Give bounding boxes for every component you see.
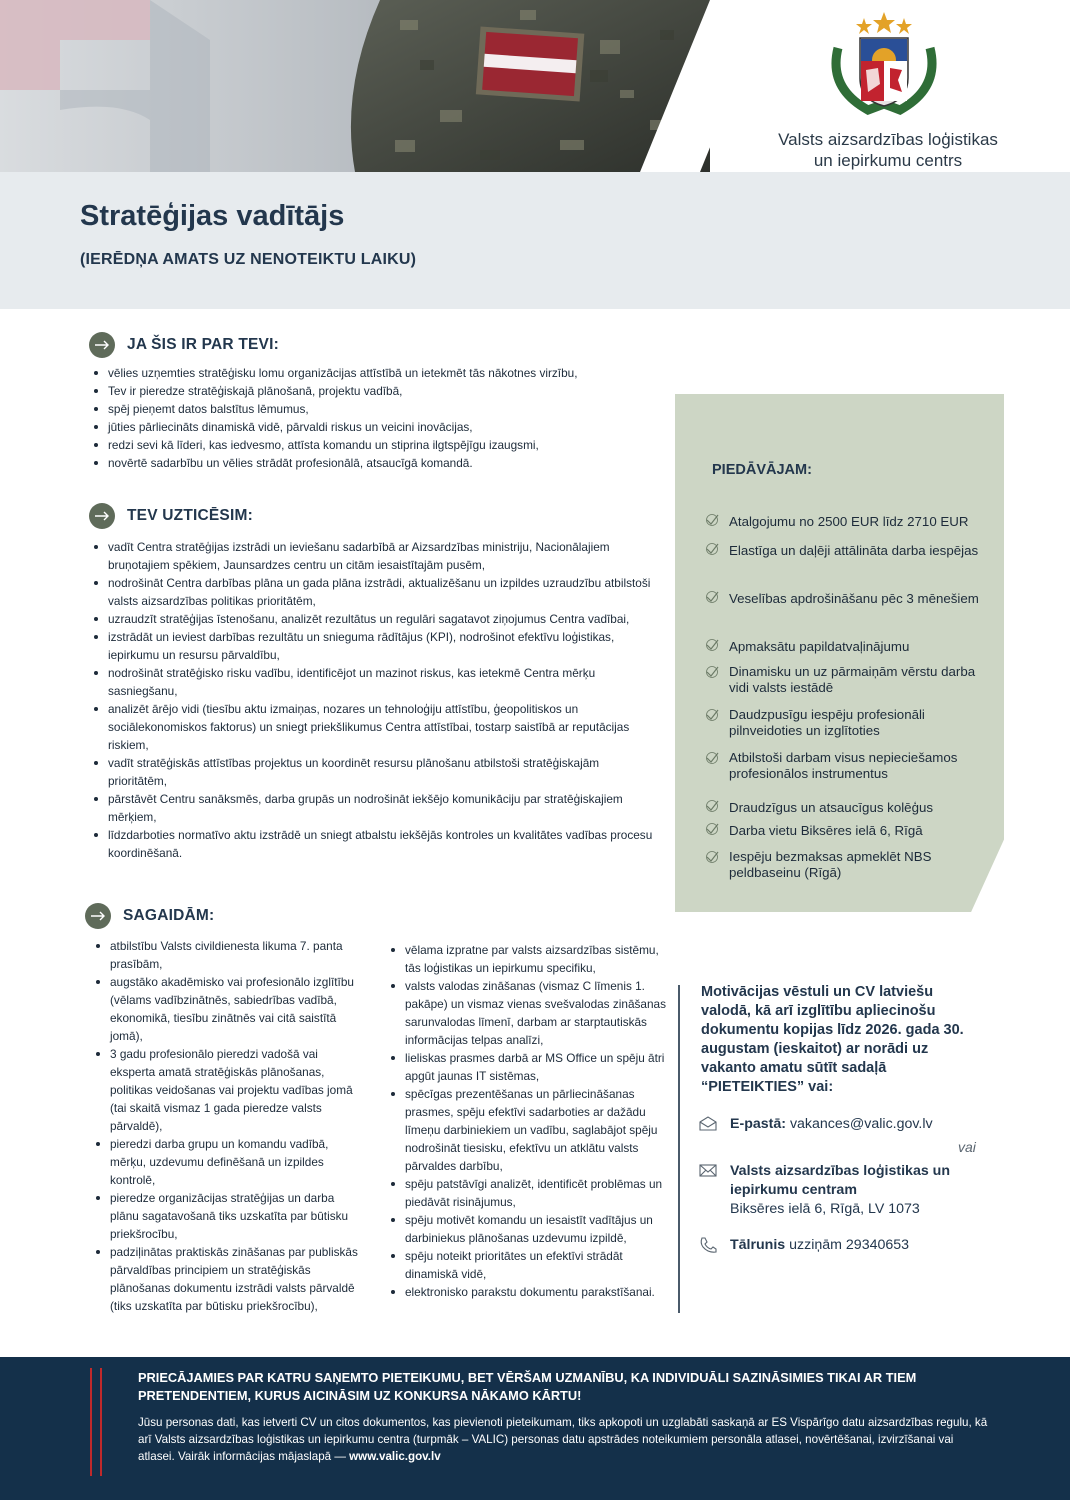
list-item: Tev ir pieredze stratēģiskajā plānošanā, projektu vadībā,: [94, 382, 674, 400]
offer-item-text: Veselības apdrošināšanu pēc 3 mēnešiem: [729, 591, 979, 606]
offer-item: [705, 589, 985, 610]
list-item: spēj pieņemt datos balstītus lēmumus,: [94, 400, 674, 418]
list-item: vadīt Centra stratēģijas izstrādi un ieviešanu sadarbībā ar Aizsardzības ministriju, Nacionālajiem bruņotajiem spēkiem, Jaunsardzes centru un citām iesaistītajām pusēm,: [94, 538, 659, 574]
list-item: līdzdarboties normatīvo aktu izstrādē un sniegt atbalstu iekšējās kontroles un kvalitātes vadības procesu koordinēšanā.: [94, 826, 659, 862]
offer-item-text: Elastīga un daļēji attālināta darba iespējas: [729, 543, 979, 558]
offer-item: [705, 798, 985, 819]
privacy-text: Jūsu personas dati, kas ietverti CV un citos dokumentos, kas pievienoti pieteikumam, tiks apkopoti un uzglabāti saskaņā ar ES Vispārīgo datu aizsardzības regulu, kā arī Valsts aizsardzības loģistikas un iepirkumu centra (turpmāk – VALIC) personas datu apstrādes noteikumiem personāla atlasei, novērtēšanai, izvirzīšanai vai atlasei. Vairāk informācijas mājaslapā —: [138, 1416, 988, 1463]
list-item: spēju noteikt prioritātes un efektīvi strādāt dinamiskā vidē,: [391, 1247, 667, 1283]
offer-item-text: Atalgojumu no 2500 EUR līdz 2710 EUR: [729, 514, 969, 529]
list-item: elektronisko parakstu dokumentu parakstīšanai.: [391, 1283, 667, 1301]
requirements-list-col1: [96, 937, 362, 1315]
page-subtitle: (IERĒDŅA AMATS UZ NENOTEIKTU LAIKU): [80, 251, 417, 268]
offer-item-text: Iespēju bezmaksas apmeklēt NBS peldbaseinu (Rīgā): [729, 849, 932, 880]
list-item: pārstāvēt Centru sanāksmēs, darba grupās un nodrošināt iekšējo komunikāciju par stratēģiskajiem mērķiem,: [94, 790, 659, 826]
phone-text: [730, 1236, 909, 1260]
offer-item-text: Draudzīgus un atsaucīgus kolēģus: [729, 800, 934, 815]
check-icon: [705, 513, 719, 533]
arrow-right-icon: [89, 332, 115, 358]
post-address: Biksēres ielā 6, Rīgā, LV 1073: [730, 1201, 920, 1217]
list-item: 3 gadu profesionālo pieredzi vadošā vai eksperta amatā stratēģiskās plānošanas, politikas veidošanas vai projektu vadības jomā (tai skaitā vismaz 1 gada pieredze valsts pārvaldē),: [96, 1045, 362, 1135]
requirements-list-col2: [391, 941, 667, 1301]
contact-divider: [678, 985, 680, 1313]
list-item: pieredzi darba grupu un komandu vadībā, mērķu, uzdevumu definēšanā un izpildes kontrolē,: [96, 1135, 362, 1189]
list-item: nodrošināt stratēģisko risku vadību, identificējot un mazinot riskus, kas ietekmē Centra mērķu sasniegšanu,: [94, 664, 659, 700]
check-icon: [705, 590, 719, 610]
envelope-icon: [698, 1162, 718, 1219]
list-item: novērtē sadarbību un vēlies strādāt profesionālā, atsaucīgā komandā.: [94, 454, 674, 472]
about-list: [94, 364, 674, 472]
offer-item: [705, 821, 985, 842]
section-heading-requirements: [85, 903, 214, 929]
list-item: valsts valodas zināšanas (vismaz C līmenis 1. pakāpe) un vismaz vienas svešvalodas zināšanas sarunvalodas līmenī, darbam ar starptautiskās informācijas telpas analīzi,: [391, 977, 667, 1049]
list-item: pieredze organizācijas stratēģijas un darba plānu sagatavošanā tiks uzskatīta par būtisku priekšrocību,: [96, 1189, 362, 1243]
organization-name: [756, 129, 1020, 171]
check-icon: [705, 850, 719, 881]
offer-item: [705, 750, 985, 782]
list-item: spēju motivēt komandu un iesaistīt vadītājus un darbiniekus plānošanas uzdevumu izpildē,: [391, 1211, 667, 1247]
phone-number[interactable]: uzziņām 29340653: [789, 1237, 910, 1253]
list-item: izstrādāt un ieviest darbības rezultātu un snieguma rādītājus (KPI), nodrošinot efektīvu loģistikas, iepirkumu un resursu pārvaldību,: [94, 628, 659, 664]
offer-item-text: Atbilstoši darbam visus nepieciešamos profesionālos instrumentus: [729, 750, 958, 781]
list-item: nodrošināt Centra darbības plāna un gada plāna izstrādi, aktualizēšanu un izpildes uzraudzību atbilstoši valsts aizsardzības politikas prioritātēm,: [94, 574, 659, 610]
list-item: spēcīgas prezentēšanas un pārliecināšanas prasmes, spēju efektīvi sadarboties ar dažādu līmeņu darbiniekiem un vadību, saglabājot spēju nodrošināt tiesisku, efektīvu un atklātu valsts pārvaldes darbību,: [391, 1085, 667, 1175]
phone-label: Tālrunis: [730, 1237, 786, 1253]
list-item: spēju patstāvīgi analizēt, identificēt problēmas un piedāvāt risinājumus,: [391, 1175, 667, 1211]
offer-item-text: Darba vietu Biksēres ielā 6, Rīgā: [729, 823, 923, 838]
phone-icon: [698, 1236, 718, 1260]
section-title: SAGAIDĀM:: [123, 907, 215, 924]
post-text: [730, 1162, 988, 1219]
check-icon: [705, 638, 719, 658]
check-icon: [705, 708, 719, 739]
contact-post-row: [698, 1162, 988, 1219]
list-item: vēlama izpratne par valsts aizsardzības sistēmu, tās loģistikas un iepirkumu specifiku,: [391, 941, 667, 977]
org-name-line-2: un iepirkumu centrs: [813, 151, 963, 170]
offer-item-text: Daudzpusīgu iespēju profesionāli pilnveidoties un izglītoties: [729, 707, 925, 738]
offer-item-text: Apmaksātu papildatvaļinājumu: [729, 639, 910, 654]
offer-item: [705, 849, 985, 881]
list-item: augstāko akadēmisko vai profesionālo izglītību (vēlams vadībzinātnēs, sabiedrības vadībā, ekonomikā, tiesību zinātnēs vai citā saistītā jomā),: [96, 973, 362, 1045]
section-heading-duties: [89, 503, 253, 529]
footer-accent-line: [90, 1368, 92, 1476]
page-title: Stratēģijas vadītājs: [80, 200, 345, 232]
section-heading-about: [89, 332, 279, 358]
check-icon: [705, 665, 719, 696]
list-item: analizēt ārējo vidi (tiesību aktu izmaiņas, nozares un tehnoloģiju attīstību, ģeopolitiskos un sociālekonomiskos faktorus) un sniegt priekšlikumus Centra attīstībai, tostarp saistībā ar reputācijas riskiem,: [94, 700, 659, 754]
post-recipient: Valsts aizsardzības loģistikas un iepirkumu centram: [730, 1163, 950, 1198]
list-item: jūties pārliecināts dinamiskā vidē, pārvaldi riskus un veicini inovācijas,: [94, 418, 674, 436]
contact-email-row: [698, 1115, 933, 1137]
email-label: E-pastā:: [730, 1116, 786, 1132]
org-name-line-1: Valsts aizsardzības loģistikas: [778, 130, 998, 149]
list-item: uzraudzīt stratēģijas īstenošanu, analizēt rezultātus un regulāri sagatavot ziņojumus Centra vadībai,: [94, 610, 659, 628]
offer-item-text: Dinamisku un uz pārmaiņām vērstu darba vidi valsts iestādē: [729, 664, 976, 695]
list-item: redzi sevi kā līderi, kas iedvesmo, attīsta komandu un stiprina ilgtspējīgu izaugsmi,: [94, 436, 674, 454]
check-icon: [705, 799, 719, 819]
offer-item: [705, 664, 985, 696]
offer-title: PIEDĀVĀJAM:: [712, 462, 812, 478]
offer-item: [705, 512, 985, 533]
list-item: atbilstību Valsts civildienesta likuma 7. panta prasībām,: [96, 937, 362, 973]
offer-item: [705, 707, 985, 739]
website-link[interactable]: www.valic.gov.lv: [349, 1450, 441, 1463]
check-icon: [705, 822, 719, 842]
check-icon: [705, 751, 719, 782]
footer-notice: PRIECĀJAMIES PAR KATRU SAŅEMTO PIETEIKUMU, BET VĒRŠAM UZMANĪBU, KA INDIVIDUĀLI SAZINĀSIMIES TIKAI AR TIEM PRETENDENTIEM, KURUS AICINĀSIM UZ KONKURSA NĀKAMO KĀRTU!: [138, 1370, 917, 1403]
list-item: vadīt stratēģiskās attīstības projektus un koordinēt resursu plānošanu atbilstoši stratēģiskajām prioritātēm,: [94, 754, 659, 790]
or-separator: vai: [958, 1139, 976, 1155]
check-icon: [705, 542, 719, 562]
email-text: [730, 1115, 933, 1137]
contact-phone-row: [698, 1236, 909, 1260]
offer-item: [705, 541, 985, 562]
list-item: vēlies uzņemties stratēģisku lomu organizācijas attīstībā un ietekmēt tās nākotnes virzību,: [94, 364, 674, 382]
coat-of-arms-logo: [828, 8, 940, 121]
arrow-right-icon: [89, 503, 115, 529]
hero-image: [0, 0, 710, 172]
section-title: TEV UZTICĒSIM:: [127, 507, 253, 524]
application-instructions: Motivācijas vēstuli un CV latviešu valodā, kā arī izglītību apliecinošu dokumentu kopijas līdz 2026. gada 30. augustam (ieskaitot) ar norādi uz vakanto amatu sūtīt sadaļā “PIETEIKTIES” vai:: [701, 984, 964, 1095]
email-link[interactable]: vakances@valic.gov.lv: [789, 1116, 933, 1132]
section-title: JA ŠIS IR PAR TEVI:: [127, 336, 279, 353]
offer-item: [705, 637, 985, 658]
title-band: [0, 172, 1070, 309]
arrow-right-icon: [85, 903, 111, 929]
footer-privacy: [138, 1414, 988, 1465]
footer-accent-line: [100, 1368, 102, 1476]
duties-list: [94, 538, 659, 862]
email-icon: [698, 1115, 718, 1137]
list-item: lieliskas prasmes darbā ar MS Office un spēju ātri apgūt jaunas IT sistēmas,: [391, 1049, 667, 1085]
list-item: padziļinātas praktiskās zināšanas par publiskās pārvaldības principiem un stratēģiskās plānošanas dokumentu izstrādi valsts pārvaldē (tiks uzskatīta par būtisku priekšrocību),: [96, 1243, 362, 1315]
